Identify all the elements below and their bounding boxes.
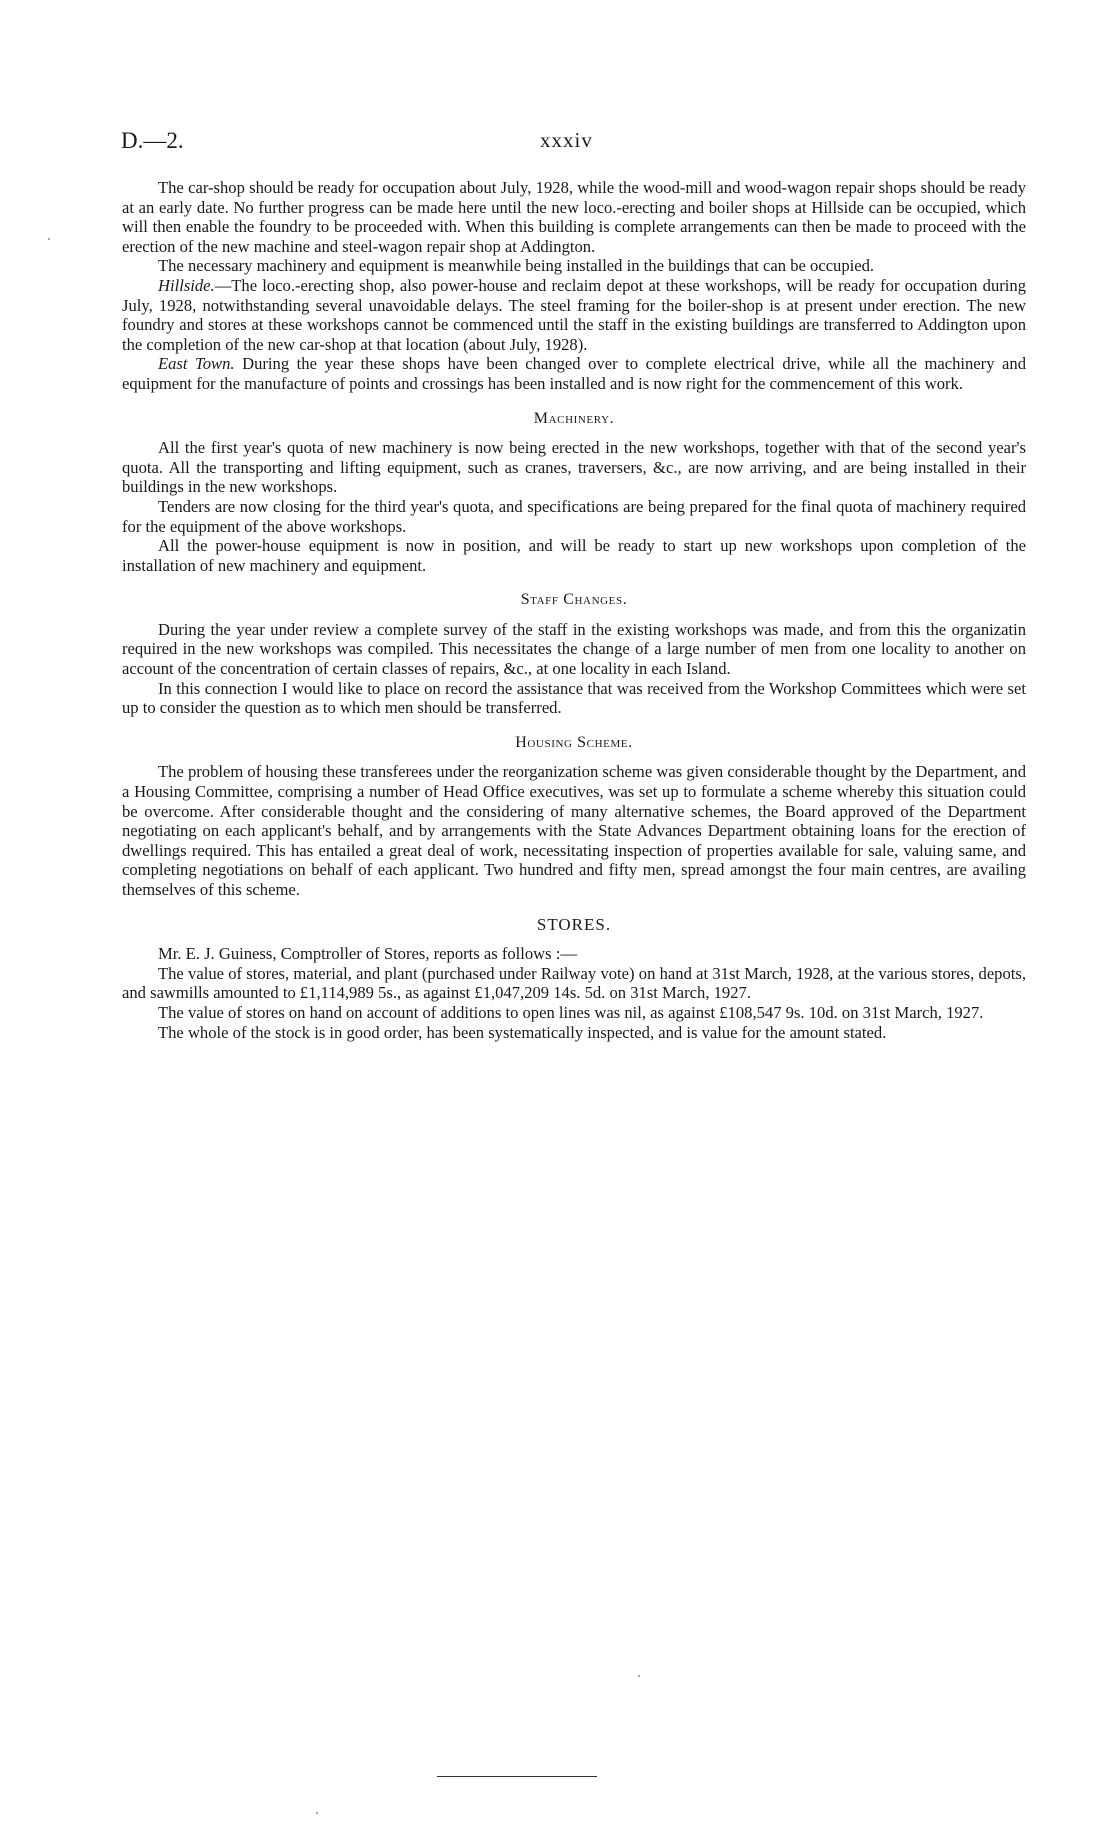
stores-paragraph: The value of stores, material, and plant (purchased under Railway vote) on hand at 31st March, 1928, at the various stores, depots, and sawmills amounted to £1,114,989 5s., as against £1,047,209 14s. 5d. on 31st March, 1927. <box>122 963 1026 1003</box>
staff-paragraph: In this connection I would like to place on record the assistance that was received from the Workshop Committees which were set up to consider the question as to which men should be transferred. <box>122 678 1026 718</box>
stores-paragraph: The whole of the stock is in good order, has been systematically inspected, and is value for the amount stated. <box>158 1022 887 1042</box>
page-number: xxxiv <box>540 128 593 152</box>
paragraph-machinery-installation: The necessary machinery and equipment is meanwhile being installed in the buildings that can be occupied. <box>158 256 875 276</box>
east-town-label: East Town. <box>158 354 235 374</box>
hillside-text: —The loco.-erecting shop, also power-house and reclaim depot at these workshops, will be ready for occupation during July, 1928, notwithstanding several unavoidable delays. The steel framing for the boiler-shop is at present under erection. The new foundry and stores at these workshops cannot be commenced until the staff in the existing buildings are transferred to Addington upon the completion of the new car-shop at that location (about July, 1928). <box>122 275 1026 354</box>
east-town-text: During the year these shops have been changed over to complete electrical drive, while all the machinery and equipment for the manufacture of points and crossings has been installed and is now right for the commencement of this work. <box>122 354 1026 393</box>
machinery-paragraph: Tenders are now closing for the third year's quota, and specifications are being prepared for the final quota of machinery required for the equipment of the above workshops. <box>122 496 1026 536</box>
staff-paragraph: During the year under review a complete survey of the staff in the existing workshops was made, and from this the organizatin required in the new workshops was compiled. This necessitates the change of a large number of men from one locality to another on account of the concentration of certain classes of repairs, &c., at one locality in each Island. <box>122 619 1026 679</box>
scan-speck <box>48 238 50 240</box>
section-heading-stores: STORES. <box>536 914 612 934</box>
end-rule <box>437 1776 597 1777</box>
hillside-label: Hillside. <box>158 275 215 295</box>
stores-paragraph: The value of stores on hand on account of additions to open lines was nil, as against £108,547 9s. 10d. on 31st March, 1927. <box>158 1002 984 1022</box>
paragraph-car-shop: The car-shop should be ready for occupation about July, 1928, while the wood-mill and wood-wagon repair shops should be ready at an early date. No further progress can be made here until the new loco.-erecting and boiler shops at Hillside can be occupied, which will then enable the foundry to be proceeded with. When this building is complete arrangements can then be made to proceed with the erection of the new machine and steel-wagon repair shop at Addington. <box>122 178 1026 256</box>
section-heading-staff-changes: Staff Changes. <box>520 591 628 609</box>
machinery-paragraph: All the power-house equipment is now in position, and will be ready to start up new workshops upon completion of the installation of new machinery and equipment. <box>122 536 1026 575</box>
housing-paragraph: The problem of housing these transferees under the reorganization scheme was given considerable thought by the Department, and a Housing Committee, comprising a number of Head Office executives, was set up to formulate a scheme whereby this situation could be overcome. After considerable thought and the considering of many alternative schemes, the Board approved of the Department negotiating on each applicant's behalf, and by arrangements with the State Advances Department obtaining loans for the erection of dwellings required. This has entailed a great deal of work, necessitating inspection of properties available for sale, valuing same, and completing negotiations on behalf of each applicant. Two hundred and fifty men, spread amongst the four main centres, are availing themselves of this scheme. <box>122 762 1026 899</box>
stores-paragraph: Mr. E. J. Guiness, Comptroller of Stores, reports as follows :— <box>158 944 577 964</box>
section-heading-housing-scheme: Housing Scheme. <box>515 733 633 751</box>
paragraph-hillside <box>122 276 1026 354</box>
document-body <box>122 178 1026 1042</box>
scan-speck <box>638 1675 640 1677</box>
document-reference: D.—2. <box>121 128 184 153</box>
scan-speck <box>316 1812 318 1814</box>
machinery-paragraph: All the first year's quota of new machinery is now being erected in the new workshops, together with that of the second year's quota. All the transporting and lifting equipment, such as cranes, traversers, &c., are now arriving, and are being installed in their buildings in the new workshops. <box>122 438 1026 497</box>
section-heading-machinery: Machinery. <box>533 409 615 427</box>
paragraph-east-town <box>122 354 1026 393</box>
